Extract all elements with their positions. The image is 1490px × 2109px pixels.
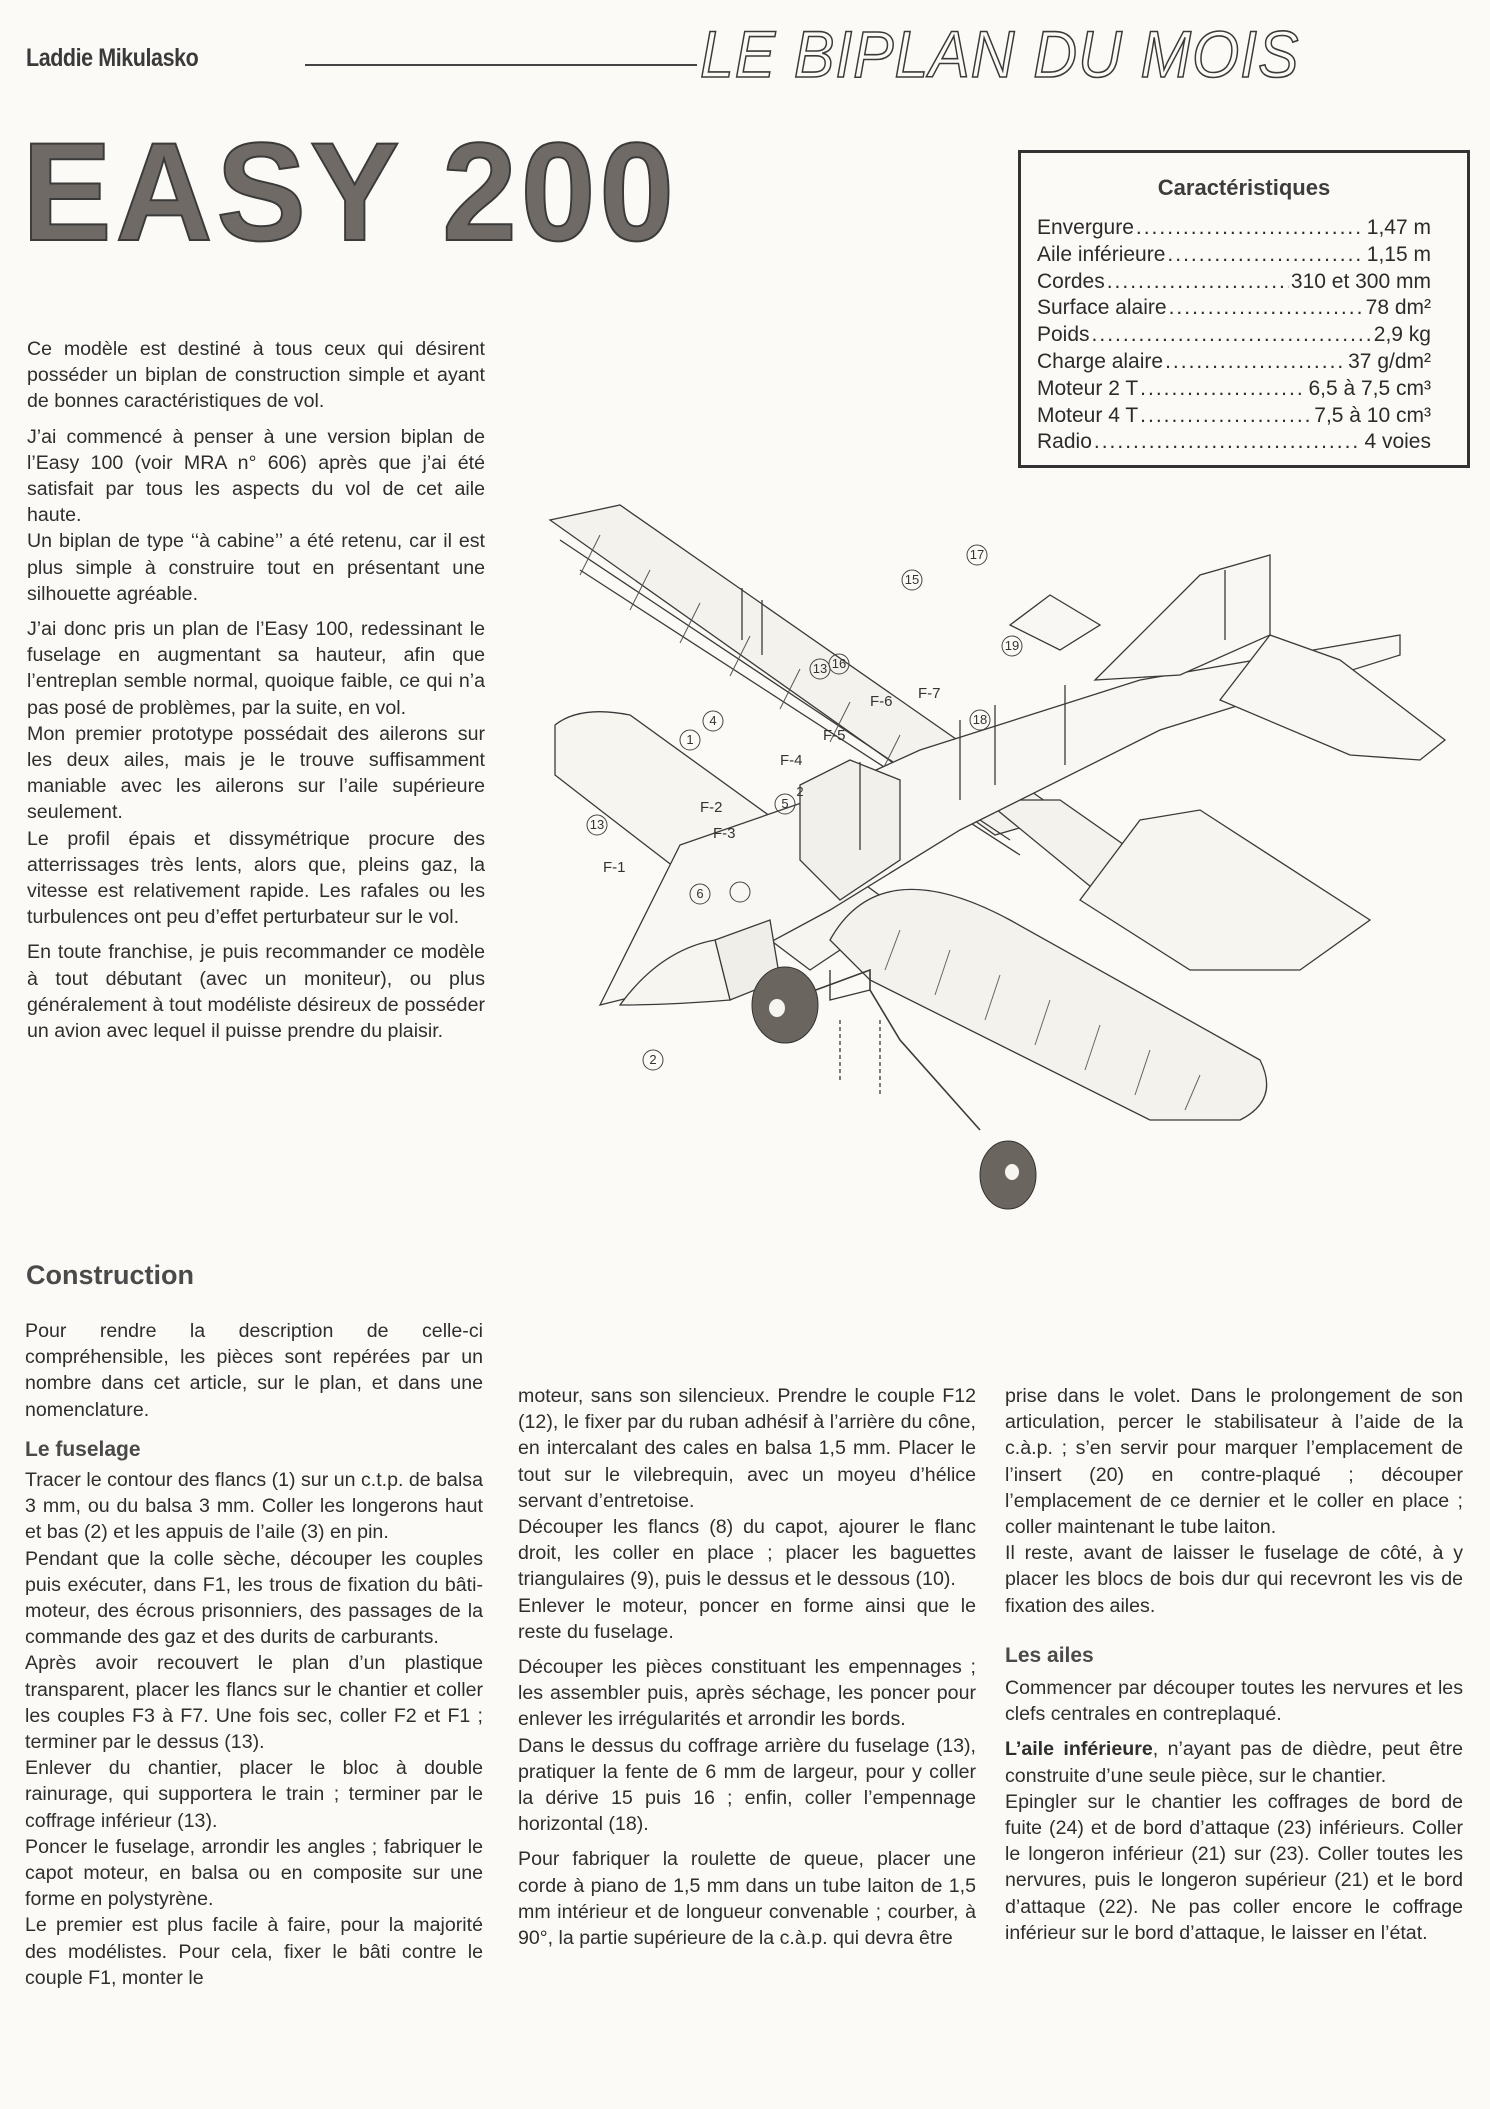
part-f4: F-4 <box>780 752 803 769</box>
callout-1: 1 <box>686 732 694 747</box>
callout-16: 16 <box>831 656 847 671</box>
paragraph: Poncer le fuselage, arrondir les angles ; fabriquer le capot moteur, en balsa ou en composite sur une forme en polystyrène. <box>25 1835 483 1911</box>
article-title: EASY 200 <box>22 113 678 270</box>
dot-leader <box>1107 269 1289 296</box>
spec-row <box>1021 349 1467 376</box>
spec-label: Moteur 4 T <box>1037 403 1139 427</box>
spec-row <box>1021 429 1467 456</box>
dot-leader <box>1165 349 1346 376</box>
spec-value: 37 g/dm² <box>1348 349 1431 373</box>
paragraph: Commencer par découper toutes les nervures et les clefs centrales en contreplaqué. <box>1005 1677 1463 1726</box>
callout-13b: 13 <box>812 661 828 676</box>
spec-row <box>1021 215 1467 242</box>
spec-value: 7,5 à 10 cm³ <box>1314 403 1431 427</box>
part-f5: F-5 <box>823 727 846 744</box>
dot-leader <box>1140 403 1312 430</box>
dot-leader <box>1167 242 1364 269</box>
paragraph: Découper les pièces constituant les empennages ; les assembler puis, après séchage, les poncer pour enlever les irrégularités et arrondir les bords. <box>518 1656 976 1731</box>
section-title: LE BIPLAN DU MOIS <box>700 17 1300 91</box>
part-f2: F-2 <box>700 799 723 816</box>
paragraph: Après avoir recouvert le plan d’un plastique transparent, placer les flancs sur le chantier et coller les couples F3 à F7. Une fois sec, coller F2 et F1 ; terminer par le dessus (13). <box>25 1652 483 1754</box>
spec-value: 2,9 kg <box>1373 323 1431 347</box>
paragraph: Mon premier prototype possédait des ailerons sur les deux ailes, mais je le trouve suffisamment maniable avec les ailerons sur l’aile supérieure seulement. <box>27 722 485 824</box>
part-f1: F-1 <box>603 859 626 876</box>
callout-4: 4 <box>709 713 717 728</box>
dot-leader <box>1140 376 1306 403</box>
main-wheel-left-icon <box>752 967 818 1043</box>
paragraph: J’ai commencé à penser à une version biplan de l’Easy 100 (voir MRA n° 606) après que j’ai été satisfait par tous les aspects du vol de cet aile haute. <box>27 425 485 527</box>
text-column-2 <box>518 1383 976 1951</box>
part-f3: F-3 <box>713 825 736 842</box>
callout-18: 18 <box>972 712 988 727</box>
part-f6: F-6 <box>870 693 893 710</box>
spec-value: 4 voies <box>1364 430 1431 454</box>
paragraph: Le premier est plus facile à faire, pour la majorité des modélistes. Pour cela, fixer le bâti contre le couple F1, monter le <box>25 1914 483 1989</box>
paragraph: moteur, sans son silencieux. Prendre le couple F12 (12), le fixer par du ruban adhésif à l’arrière du cône, en intercalant des cales en balsa 1,5 mm. Placer le tout sur le vilebrequin, avec un moyeu d’hélice servant d’entretoise. <box>518 1385 976 1512</box>
author-byline: Laddie Mikulasko <box>26 44 199 72</box>
header-rule <box>305 64 697 66</box>
spec-row <box>1021 242 1467 269</box>
spec-label: Surface alaire <box>1037 296 1167 320</box>
text-column-3 <box>1005 1383 1463 1946</box>
spec-label: Poids <box>1037 323 1090 347</box>
paragraph: J’ai donc pris un plan de l’Easy 100, redessinant le fuselage en augmentant sa hauteur, afin que l’entreplan semble normal, quoique faible, ce qui n’a pas posé de problèmes, par la suite, en vol. <box>27 618 485 719</box>
spec-row <box>1021 403 1467 430</box>
spec-row <box>1021 295 1467 322</box>
specs-box <box>1018 150 1470 468</box>
paragraph: Un biplan de type ‘‘à cabine’’ a été retenu, car il est plus simple à construire tout en présentant une silhouette agréable. <box>27 530 485 605</box>
paragraph: Tracer le contour des flancs (1) sur un c.t.p. de balsa 3 mm, ou du balsa 3 mm. Coller les longerons haut et bas (2) et les appuis de l’aile (3) en pin. <box>25 1469 483 1544</box>
dot-leader <box>1094 429 1363 456</box>
spec-value: 78 dm² <box>1365 296 1431 320</box>
callout-15: 15 <box>904 572 920 587</box>
construction-heading: Construction <box>26 1260 194 1290</box>
spec-value: 1,47 m <box>1366 216 1431 239</box>
part-f7: F-7 <box>918 685 941 702</box>
biplane-illustration <box>540 500 1490 1300</box>
spec-value: 1,15 m <box>1366 242 1431 266</box>
spec-row <box>1021 322 1467 349</box>
spec-value: 6,5 à 7,5 cm³ <box>1308 376 1431 400</box>
callout-2: 2 <box>649 1052 657 1067</box>
paragraph: Epingler sur le chantier les coffrages de bord de fuite (24) et de bord d’attaque (23) inférieurs. Coller le longeron inférieur (21) sur (23). Coller toutes les nervures, puis le longeron supérieur (21) et le bord d’attaque (22). Ne pas coller encore le coffrage inférieur sur le bord d’attaque, le laisser en l’état. <box>1005 1790 1463 1944</box>
spec-label: Aile inférieure <box>1037 242 1166 266</box>
callout-2b: 2 <box>796 784 804 799</box>
paragraph: Dans le dessus du coffrage arrière du fuselage (13), pratiquer la fente de 6 mm de largeur, pour y coller la dérive 15 puis 16 ; enfin, coller l’empennage horizontal (18). <box>518 1734 976 1836</box>
paragraph: Ce modèle est destiné à tous ceux qui désirent posséder un biplan de construction simple et ayant de bonnes caractéristiques de vol. <box>27 338 485 413</box>
spec-label: Radio <box>1037 430 1092 454</box>
text-column-1 <box>25 1318 483 1991</box>
paragraph: Il reste, avant de laisser le fuselage de côté, à y placer les blocs de bois dur qui recevront les vis de fixation des ailes. <box>1005 1542 1463 1617</box>
paragraph: prise dans le volet. Dans le prolongement de son articulation, percer le stabilisateur à l’aide de la c.à.p. ; s’en servir pour marquer l’emplacement de l’insert (20) en contre-plaqué ; découper l’emplacement de ce dernier et le coller en place ; coller maintenant le tube laiton. <box>1005 1385 1463 1539</box>
lower-wing-text: , n’ayant pas de dièdre, peut être construite d’une seule pièce, sur le chantier. <box>1005 1738 1463 1787</box>
paragraph: En toute franchise, je puis recommander ce modèle à tout débutant (avec un moniteur), ou plus généralement à tout modéliste désireux de posséder un avion avec lequel il puisse prendre du plaisir. <box>27 941 485 1043</box>
paragraph: Le profil épais et dissymétrique procure des atterrissages très lents, alors que, pleins gaz, la vitesse est relativement rapide. Les rafales ou les turbulences ont peu d’effet perturbateur sur le vol. <box>27 827 485 929</box>
dot-leader <box>1169 295 1364 322</box>
callout-19: 19 <box>1004 638 1020 653</box>
spec-label: Cordes <box>1037 269 1105 293</box>
callout-6: 6 <box>696 886 704 901</box>
spec-value: 310 et 300 mm <box>1290 269 1431 293</box>
paragraph: Enlever du chantier, placer le bloc à double rainurage, qui supportera le train ; terminer par le coffrage inférieur (13). <box>25 1757 483 1832</box>
lower-wing-lead: L’aile inférieure <box>1005 1738 1153 1761</box>
spec-row <box>1021 269 1467 296</box>
spec-label: Envergure <box>1037 216 1134 239</box>
paragraph: Pour fabriquer la roulette de queue, placer une corde à piano de 1,5 mm dans un tube laiton de 1,5 mm intérieur et de longueur convenable ; courber, à 90°, la partie supérieure de la c.à.p. qui devra être <box>518 1848 976 1950</box>
spec-label: Charge alaire <box>1037 349 1164 373</box>
paragraph: Pour rendre la description de celle-ci compréhensible, les pièces sont repérées par un nombre dans cet article, sur le plan, et dans une nomenclature. <box>25 1320 483 1421</box>
dot-leader <box>1136 215 1365 242</box>
spec-row <box>1021 376 1467 403</box>
paragraph: Enlever le moteur, poncer en forme ainsi que le reste du fuselage. <box>518 1594 976 1643</box>
fuselage-heading: Le fuselage <box>25 1437 141 1461</box>
callout-17: 17 <box>969 547 985 562</box>
callout-5: 5 <box>781 796 789 811</box>
paragraph <box>1005 1736 1463 1788</box>
paragraph: Pendant que la colle sèche, découper les couples puis exécuter, dans F1, les trous de fixation du bâti-moteur, des écrous prisonniers, des passages de la commande des gaz et des durits de carburants. <box>25 1547 483 1649</box>
paragraph: Découper les flancs (8) du capot, ajourer le flanc droit, les coller en place ; placer les baguettes triangulaires (9), puis le dessus et le dessous (10). <box>518 1516 976 1591</box>
intro-text <box>27 336 485 1044</box>
exploded-view-drawing <box>540 500 1490 1300</box>
dot-leader <box>1092 322 1372 349</box>
callout-13a: 13 <box>589 817 605 832</box>
specs-title: Caractéristiques <box>1157 175 1331 200</box>
spec-label: Moteur 2 T <box>1037 376 1139 400</box>
wings-heading: Les ailes <box>1005 1643 1094 1667</box>
